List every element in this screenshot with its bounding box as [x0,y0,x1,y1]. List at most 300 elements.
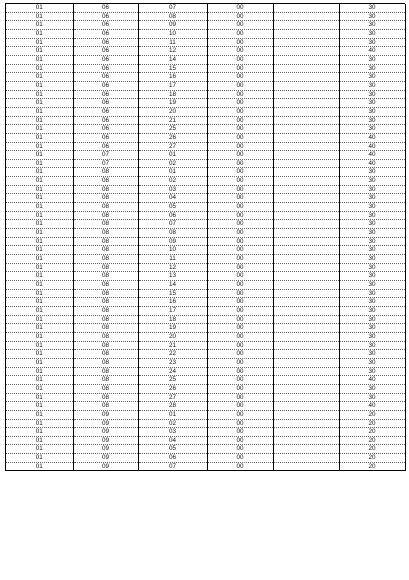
table-cell: 30 [339,38,405,47]
table-cell [273,428,339,437]
table-cell: 08 [73,358,138,367]
table-row [6,229,405,238]
table-cell: 30 [339,306,405,315]
table-cell: 01 [6,55,73,64]
table-cell: 07 [138,462,207,471]
table-row [6,142,405,151]
table-cell: 01 [138,410,207,419]
table-row [6,12,405,21]
table-cell [273,332,339,341]
table-cell: 01 [6,107,73,116]
table-cell: 30 [339,73,405,82]
table-cell: 02 [138,419,207,428]
table-cell [273,125,339,134]
table-cell: 00 [207,384,273,393]
table-cell: 01 [6,159,73,168]
table-cell: 00 [207,350,273,359]
table-cell [273,107,339,116]
table-cell: 01 [6,116,73,125]
table-cell: 08 [73,324,138,333]
table-cell: 00 [207,4,273,12]
table-cell [273,454,339,463]
table-cell [273,419,339,428]
table-row [6,99,405,108]
table-row [6,246,405,255]
table-cell: 01 [6,263,73,272]
table-cell: 08 [73,306,138,315]
table-cell: 20 [339,436,405,445]
table-row [6,289,405,298]
table-row [6,107,405,116]
table-cell: 00 [207,332,273,341]
table-cell: 30 [339,125,405,134]
table-cell: 27 [138,393,207,402]
table-cell: 30 [339,64,405,73]
table-row [6,384,405,393]
table-cell: 30 [339,177,405,186]
table-cell: 08 [73,281,138,290]
table-cell: 03 [138,428,207,437]
table-cell: 30 [339,289,405,298]
table-cell [273,194,339,203]
table-cell: 04 [138,194,207,203]
table-cell: 01 [6,341,73,350]
table-row [6,73,405,82]
table-cell: 01 [6,428,73,437]
table-cell: 11 [138,255,207,264]
table-cell: 01 [6,12,73,21]
table-cell: 00 [207,324,273,333]
table-cell: 01 [6,81,73,90]
data-table [6,4,406,471]
table-cell [273,410,339,419]
table-cell: 30 [339,81,405,90]
table-cell: 01 [6,462,73,471]
table-cell [273,99,339,108]
table-cell: 06 [73,29,138,38]
table-row [6,263,405,272]
table-cell: 00 [207,194,273,203]
table-cell: 01 [6,281,73,290]
table-cell: 01 [6,306,73,315]
table-cell: 05 [138,445,207,454]
table-cell: 06 [73,125,138,134]
table-cell: 19 [138,99,207,108]
table-cell: 00 [207,229,273,238]
table-row [6,358,405,367]
table-row [6,419,405,428]
table-cell: 01 [6,177,73,186]
table-cell: 07 [73,151,138,160]
table-cell: 30 [339,384,405,393]
table-cell: 00 [207,81,273,90]
table-cell [273,168,339,177]
table-cell: 15 [138,289,207,298]
table-row [6,159,405,168]
table-cell: 01 [6,376,73,385]
table-cell: 00 [207,281,273,290]
table-cell: 01 [6,358,73,367]
table-cell [273,133,339,142]
table-cell [273,393,339,402]
table-body [6,4,405,471]
table-cell: 30 [339,281,405,290]
table-cell: 01 [6,332,73,341]
table-cell: 08 [73,272,138,281]
table-cell: 40 [339,402,405,411]
table-cell: 14 [138,55,207,64]
table-cell: 30 [339,332,405,341]
table-cell: 09 [73,436,138,445]
table-cell: 09 [138,237,207,246]
table-row [6,90,405,99]
table-cell: 08 [73,246,138,255]
table-cell: 00 [207,402,273,411]
table-cell: 09 [73,454,138,463]
table-cell: 27 [138,142,207,151]
table-row [6,151,405,160]
table-row [6,454,405,463]
table-cell: 00 [207,341,273,350]
table-cell [273,90,339,99]
table-cell: 05 [138,203,207,212]
table-cell: 01 [6,436,73,445]
table-cell: 09 [73,410,138,419]
table-cell: 30 [339,99,405,108]
table-cell: 20 [138,332,207,341]
table-cell: 00 [207,255,273,264]
table-cell: 08 [73,237,138,246]
table-cell: 06 [73,21,138,30]
table-cell: 16 [138,298,207,307]
table-cell: 00 [207,12,273,21]
table-cell [273,142,339,151]
table-cell: 07 [138,220,207,229]
table-row [6,116,405,125]
table-cell: 30 [339,29,405,38]
table-cell: 00 [207,116,273,125]
table-cell [273,376,339,385]
table-cell: 06 [73,12,138,21]
table-cell: 09 [73,462,138,471]
table-cell: 30 [339,341,405,350]
table-row [6,436,405,445]
table-cell: 30 [339,315,405,324]
table-cell: 30 [339,194,405,203]
table-row [6,255,405,264]
table-cell: 08 [73,185,138,194]
table-cell [273,237,339,246]
table-row [6,125,405,134]
table-cell: 30 [339,4,405,12]
table-cell: 09 [138,21,207,30]
table-cell: 00 [207,367,273,376]
table-cell: 30 [339,220,405,229]
table-cell: 00 [207,220,273,229]
table-cell: 06 [73,133,138,142]
table-row [6,315,405,324]
table-cell: 08 [138,12,207,21]
table-cell: 01 [6,38,73,47]
table-cell: 00 [207,177,273,186]
data-table-container [5,3,405,471]
table-cell: 28 [138,402,207,411]
table-cell: 01 [6,142,73,151]
table-cell: 20 [138,107,207,116]
table-cell: 30 [339,237,405,246]
table-cell [273,151,339,160]
table-cell: 20 [339,410,405,419]
table-cell: 40 [339,142,405,151]
table-cell [273,64,339,73]
table-cell: 01 [6,229,73,238]
table-cell: 30 [339,203,405,212]
table-row [6,64,405,73]
table-cell: 01 [6,324,73,333]
table-cell: 08 [73,376,138,385]
table-cell [273,203,339,212]
table-row [6,298,405,307]
table-cell: 22 [138,350,207,359]
table-cell: 06 [138,211,207,220]
table-cell [273,272,339,281]
table-cell: 01 [6,64,73,73]
table-cell: 08 [73,168,138,177]
table-cell: 00 [207,38,273,47]
table-cell: 01 [6,298,73,307]
table-cell [273,436,339,445]
table-cell: 30 [339,367,405,376]
table-cell: 06 [73,4,138,12]
table-cell: 08 [73,393,138,402]
table-cell: 01 [6,454,73,463]
table-cell [273,29,339,38]
table-cell: 00 [207,185,273,194]
table-cell: 00 [207,142,273,151]
table-cell: 06 [73,47,138,56]
table-cell: 26 [138,384,207,393]
table-cell: 07 [138,4,207,12]
table-cell: 08 [73,384,138,393]
table-cell: 30 [339,90,405,99]
table-cell: 06 [73,107,138,116]
table-cell: 30 [339,263,405,272]
table-cell [273,263,339,272]
table-cell: 00 [207,55,273,64]
table-cell: 30 [339,255,405,264]
table-cell: 00 [207,358,273,367]
table-row [6,445,405,454]
table-cell [273,289,339,298]
table-row [6,350,405,359]
table-row [6,47,405,56]
table-cell: 08 [73,350,138,359]
table-row [6,462,405,471]
table-cell: 08 [73,332,138,341]
table-cell: 08 [73,211,138,220]
table-row [6,168,405,177]
table-cell: 30 [339,358,405,367]
table-cell: 25 [138,376,207,385]
table-cell: 01 [6,185,73,194]
table-row [6,428,405,437]
table-cell: 00 [207,237,273,246]
table-cell: 21 [138,116,207,125]
table-cell [273,159,339,168]
table-row [6,21,405,30]
table-cell: 01 [6,203,73,212]
table-cell: 00 [207,445,273,454]
table-cell: 19 [138,324,207,333]
table-cell: 30 [339,21,405,30]
table-cell: 01 [6,272,73,281]
table-cell: 00 [207,90,273,99]
table-cell: 00 [207,289,273,298]
table-cell: 01 [6,133,73,142]
table-cell: 06 [73,142,138,151]
table-cell: 14 [138,281,207,290]
table-cell: 08 [73,263,138,272]
table-cell: 01 [6,255,73,264]
table-cell: 20 [339,445,405,454]
table-cell: 40 [339,47,405,56]
table-cell: 40 [339,376,405,385]
table-cell: 01 [6,4,73,12]
table-cell: 17 [138,81,207,90]
table-cell: 01 [138,168,207,177]
table-cell: 01 [6,393,73,402]
table-cell [273,220,339,229]
table-cell: 40 [339,151,405,160]
table-row [6,281,405,290]
table-cell: 08 [73,341,138,350]
table-cell: 30 [339,229,405,238]
table-cell: 09 [73,428,138,437]
table-cell: 06 [73,55,138,64]
table-cell: 00 [207,272,273,281]
table-cell: 00 [207,315,273,324]
table-cell: 10 [138,29,207,38]
table-row [6,220,405,229]
table-cell: 20 [339,454,405,463]
table-cell: 00 [207,47,273,56]
table-cell [273,306,339,315]
table-cell: 20 [339,428,405,437]
table-cell: 00 [207,21,273,30]
table-cell: 17 [138,306,207,315]
table-cell [273,367,339,376]
table-cell: 00 [207,133,273,142]
table-cell: 01 [6,168,73,177]
table-cell: 01 [6,151,73,160]
table-cell: 01 [6,220,73,229]
table-cell: 15 [138,64,207,73]
table-cell [273,229,339,238]
table-cell: 06 [73,81,138,90]
table-cell [273,402,339,411]
table-cell [273,73,339,82]
table-cell [273,281,339,290]
table-cell: 08 [73,255,138,264]
table-cell: 02 [138,177,207,186]
table-cell: 00 [207,211,273,220]
table-cell [273,21,339,30]
table-cell: 00 [207,298,273,307]
table-cell [273,315,339,324]
table-cell [273,12,339,21]
table-cell [273,81,339,90]
table-row [6,81,405,90]
table-row [6,194,405,203]
table-cell: 30 [339,12,405,21]
table-cell: 01 [6,402,73,411]
table-cell: 09 [73,445,138,454]
table-cell: 40 [339,159,405,168]
table-cell: 13 [138,272,207,281]
table-cell: 00 [207,246,273,255]
table-cell: 25 [138,125,207,134]
table-cell: 09 [73,419,138,428]
table-cell: 01 [6,73,73,82]
table-cell: 08 [73,220,138,229]
table-cell [273,47,339,56]
table-cell: 01 [138,151,207,160]
table-cell: 00 [207,410,273,419]
table-cell: 30 [339,116,405,125]
table-cell: 00 [207,462,273,471]
table-cell: 00 [207,168,273,177]
table-cell: 00 [207,454,273,463]
table-cell: 01 [6,384,73,393]
table-row [6,211,405,220]
table-cell [273,462,339,471]
table-row [6,341,405,350]
table-cell: 06 [73,116,138,125]
table-cell: 01 [6,90,73,99]
table-cell: 01 [6,237,73,246]
table-row [6,4,405,12]
table-cell: 20 [339,419,405,428]
table-cell: 02 [138,159,207,168]
table-cell [273,4,339,12]
table-cell: 00 [207,107,273,116]
table-cell: 08 [73,229,138,238]
table-cell: 00 [207,306,273,315]
table-cell: 01 [6,410,73,419]
table-row [6,185,405,194]
table-cell [273,211,339,220]
table-row [6,367,405,376]
table-cell: 04 [138,436,207,445]
table-cell: 08 [73,194,138,203]
table-cell: 08 [73,315,138,324]
table-cell: 00 [207,151,273,160]
table-cell: 06 [73,38,138,47]
table-cell: 21 [138,341,207,350]
table-cell: 30 [339,168,405,177]
table-row [6,203,405,212]
table-cell: 01 [6,194,73,203]
table-cell [273,246,339,255]
table-cell: 00 [207,436,273,445]
table-cell [273,116,339,125]
table-cell [273,324,339,333]
table-cell [273,38,339,47]
table-cell: 08 [138,229,207,238]
table-cell [273,358,339,367]
table-cell: 01 [6,419,73,428]
table-row [6,410,405,419]
